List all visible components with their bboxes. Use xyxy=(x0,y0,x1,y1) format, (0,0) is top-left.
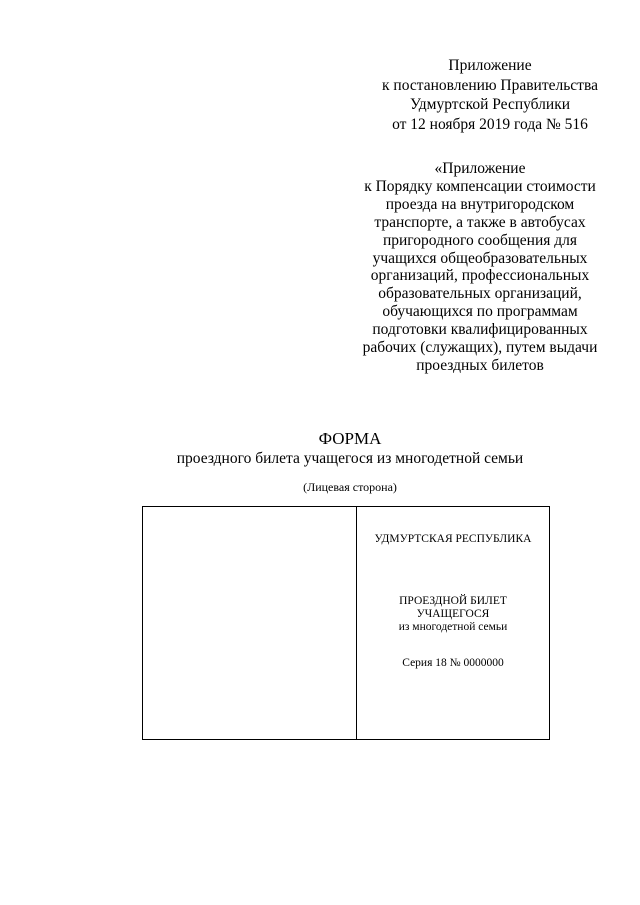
annex-decree-line: к постановлению Правительства xyxy=(382,76,598,94)
ticket-name-line: ПРОЕЗДНОЙ БИЛЕТ xyxy=(399,595,507,607)
annex-order-line: «Приложение xyxy=(434,160,526,177)
ticket-republic-name: УДМУРТСКАЯ РЕСПУБЛИКА xyxy=(374,533,532,545)
annex-order-line: пригородного сообщения для xyxy=(382,231,578,249)
annex-order-line: рабочих (служащих), путем выдачи xyxy=(362,339,598,357)
annex-order-line: к Порядку компенсации стоимости xyxy=(364,177,596,195)
annex-decree-line: Удмуртской Республики xyxy=(409,96,571,113)
form-heading xyxy=(120,428,580,468)
ticket-name-line: УЧАЩЕГОСЯ xyxy=(416,608,490,620)
annex-order-line: образовательных организаций, xyxy=(378,285,582,303)
annex-order-line: учащихся общеобразовательных xyxy=(372,249,588,267)
form-subtitle: проездного билета учащегося из многодетной семьи xyxy=(176,450,524,467)
annex-order-line: организаций, профессиональных xyxy=(370,267,590,285)
ticket-series-number: Серия 18 № 0000000 xyxy=(402,657,504,669)
annex-order-reference xyxy=(345,160,615,375)
annex-order-line: подготовки квалифицированных xyxy=(372,321,588,339)
ticket-name-line: из многодетной семьи xyxy=(398,621,508,633)
side-note: (Лицевая сторона) xyxy=(303,480,397,494)
ticket-left-panel xyxy=(143,507,356,739)
ticket-right-panel xyxy=(357,507,549,739)
annex-order-line: обучающихся по программам xyxy=(382,303,578,321)
annex-order-line: транспорте, а также в автобусах xyxy=(374,213,586,231)
form-title: ФОРМА xyxy=(318,429,382,448)
ticket-name xyxy=(357,595,549,634)
annex-decree-line: от 12 ноября 2019 года № 516 xyxy=(392,115,588,133)
annex-decree-line: Приложение xyxy=(448,57,532,74)
annex-order-line: проездных билетов xyxy=(416,356,544,374)
annex-order-line: проезда на внутригородском xyxy=(385,195,575,213)
annex-decree-reference xyxy=(375,56,605,134)
ticket-form-frame xyxy=(142,506,550,740)
